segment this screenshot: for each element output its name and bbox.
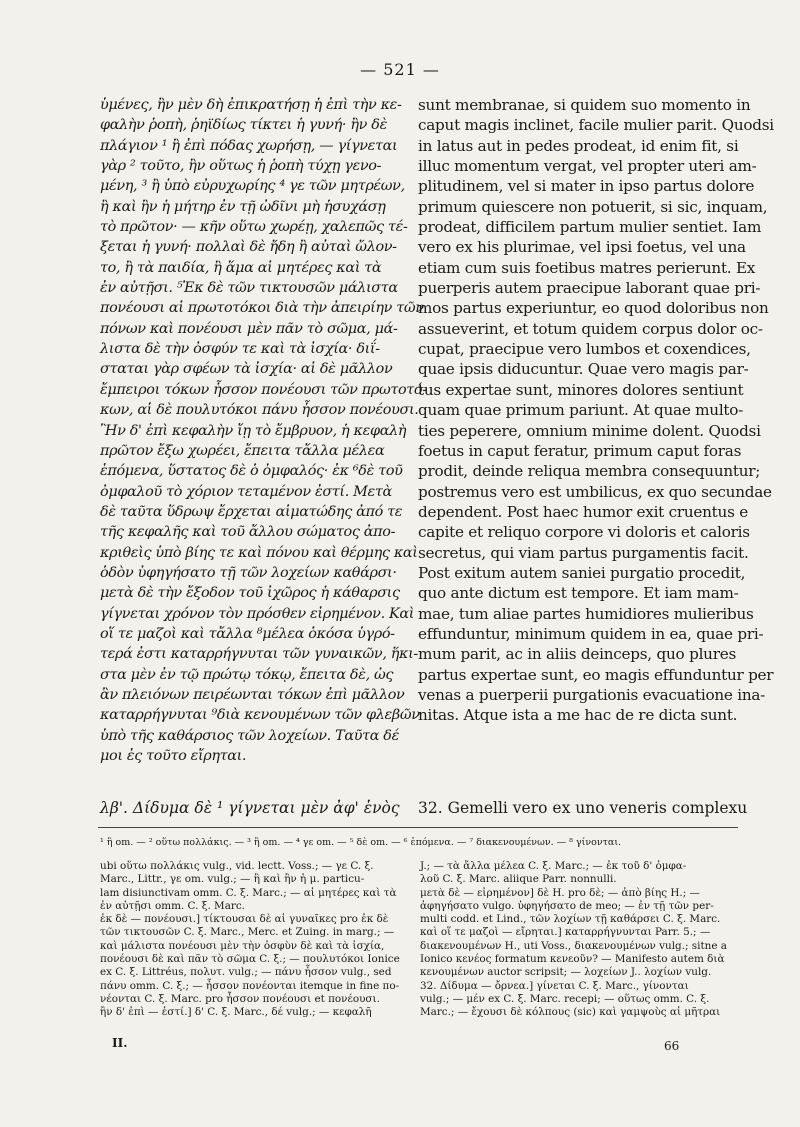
greek-text-line: το, ἢ τὰ παιδία, ἢ ἅμα αἱ μητέρες καὶ τὰ [100,259,382,276]
greek-text-line: ὑμένες, ἢν μὲν δὴ ἐπικρατήσῃ ἡ ἐπὶ τὴν κε- [100,97,402,113]
apparatus-note-line: διακενουμένων H., uti Voss., διακενουμένων vulg.; sitne a [420,939,727,952]
apparatus-note-line: πονέουσι δὲ καὶ πᾶν τὸ σῶμα C. ξ.; — πουλυτόκοι Ionice [100,953,400,966]
greek-text-line: μοι ἐς τοῦτο εἴρηται. [100,748,247,764]
apparatus-note-line: ἢν δ' ἐπὶ — ἐστί.] δ' C. ξ. Marc., δέ vulg.; — κεφαλῆ [100,1006,372,1019]
greek-text-line: πόνων καὶ πονέουσι μὲν πᾶν τὸ σῶμα, μά- [100,320,398,337]
greek-text-line: ἢ καὶ ἢν ἡ μήτηρ ἐν τῇ ὠδῖνι μὴ ἡσυχάσῃ [100,198,386,215]
latin-text-line: quam quae primum pariunt. At quae multo- [418,401,744,420]
greek-text-line: ἑπόμενα, ὕστατος δὲ ὁ ὀμφαλός· ἐκ ⁶δὲ τοῦ [100,463,403,480]
latin-section-heading: 32. Gemelli vero ex uno veneris complexu [418,799,748,817]
latin-text-line: tus expertae sunt, minores dolores sentiunt [418,380,744,399]
greek-text-line: καταρρήγνυται ⁹διὰ κενουμένων τῶν φλεβῶν [100,707,420,724]
greek-text-line: πονέουσι αἱ πρωτοτόκοι διὰ τὴν ἀπειρίην τῶν [100,300,424,317]
greek-text-line: στα μὲν ἐν τῷ πρώτῳ τόκῳ, ἔπειτα δὲ, ὡς [100,666,394,683]
greek-text-line: τὸ πρῶτον· — κῆν οὕτω χωρέῃ, χαλεπῶς τέ- [100,219,408,236]
greek-text-line: ὀμφαλοῦ τὸ χόριον τεταμένον ἐστί. Μετὰ [100,483,392,500]
greek-text-column [100,95,427,766]
greek-text-line: κριθεὶς ὑπὸ βίης τε καὶ πόνου καὶ θέρμης καὶ [100,544,418,561]
greek-text-line: γὰρ ² τοῦτο, ἢν οὕτως ἡ ῥοπὴ τύχῃ γενο- [100,158,382,175]
footnote-divider [98,827,738,828]
latin-text-line: quae ipsis diducuntur. Quae vero magis par- [418,360,749,379]
folio-number: 66 [664,1039,680,1053]
greek-text-line: λιστα δὲ τὴν ὀσφύν τε καὶ τὰ ἰσχία· διΐ- [100,341,380,358]
latin-text-line: prodeat, difficilem partum mulier sentiet. Iam [418,218,762,237]
latin-text-line: cupat, praecipue vero lumbos et coxendices, [418,340,751,359]
latin-text-line: partus expertae sunt, eo magis effunduntur per [418,665,774,684]
apparatus-notes-right [420,860,740,1020]
greek-text-line: ἐν αὐτῇσι. ⁵Ἐκ δὲ τῶν τικτουσῶν μάλιστα [100,280,398,297]
signature-mark: II. [112,1036,128,1050]
apparatus-notes-left [100,860,400,1020]
latin-text-line: quo ante dictum est tempore. Et iam mam- [418,584,739,603]
greek-text-line: ξεται ἡ γυνή· πολλαὶ δὲ ἤδη ἢ αὐταὶ ὤλον- [100,239,397,256]
latin-text-line: sunt membranae, si quidem suo momento in [418,96,751,114]
apparatus-note-line: multi codd. et Lind., τῶν λοχίων τῇ καθάρσει C. ξ. Marc. [420,913,721,926]
latin-text-line: effunduntur, minimum quidem in ea, quae pri- [418,624,764,643]
greek-text-line: οἵ τε μαζοὶ καὶ τἄλλα ⁸μέλεα ὁκόσα ὑγρό- [100,625,395,642]
apparatus-note-line: Marc.; — ἔχουσι δὲ κόλπους (sic) καὶ γαμψοὺς αἱ μῆτραι [420,1006,721,1019]
latin-translation-column [418,95,774,726]
latin-text-line: primum quiescere non potuerit, si sic, inquam, [418,197,768,216]
apparatus-note-line: 32. Δίδυμα — ὄρνεα.] γίνεται C. ξ. Marc., γίνονται [420,979,689,992]
latin-text-line: venas a puerperii purgationis evacuatione ina- [418,685,766,704]
latin-text-line: vero ex his plurimae, vel ipsi foetus, vel una [418,238,746,257]
latin-text-line: postremus vero est umbilicus, ex quo secundae [418,482,772,501]
latin-text-line: illuc momentum vergat, vel propter uteri am- [418,157,757,176]
latin-text-line: etiam cum suis foetibus matres perierunt. Ex [418,258,756,277]
greek-text-line: Ἢν δ' ἐπὶ κεφαλὴν ἴῃ τὸ ἔμβρυον, ἡ κεφαλὴ [100,422,407,439]
apparatus-note-line: κενουμένων auctor scripsit; — λοχείων J.. λοχίων vulg. [420,966,712,979]
greek-text-line: πρῶτον ἔξω χωρέει, ἔπειτα τἄλλα μέλεα [100,442,385,459]
apparatus-note-line: J.; — τὰ ἄλλα μέλεα C. ξ. Marc.; — ἐκ τοῦ δ' ὀμφα- [420,860,687,872]
apparatus-note-line: Marc., Littr., γε om. vulg.; — ἢ καὶ ἢν ἡ μ. particu- [100,873,365,886]
greek-text-line: μένη, ³ ἢ ὑπὸ εὐρυχωρίης ⁴ γε τῶν μητρέων, [100,178,405,195]
latin-text-line: capite et reliquo corpore vi doloris et caloris [418,523,750,542]
latin-text-line: in latus aut in pedes prodeat, id enim fit, si [418,136,739,155]
greek-text-line: ὑπὸ τῆς καθάρσιος τῶν λοχείων. Ταῦτα δέ [100,727,399,744]
latin-text-line: Post exitum autem saniei purgatio procedit, [418,563,746,582]
apparatus-note-line: μετὰ δὲ — εἰρημένον] δὲ H. pro δὲ; — ἀπὸ βίης H.; — [420,886,700,899]
greek-text-line: φαλὴν ῥοπὴ, ῥηϊδίως τίκτει ἡ γυνή· ἢν δὲ [100,117,387,134]
latin-text-line: prodit, deinde reliqua membra consequuntur; [418,462,761,481]
latin-text-line: puerperis autem praecipue laborant quae pri- [418,279,761,298]
greek-text-line: πλάγιον ¹ ἢ ἐπὶ πόδας χωρήσῃ, — γίγνεται [100,137,398,154]
greek-text-line: κων, αἱ δὲ πουλυτόκοι πάνυ ἧσσον πονέουσι. [100,402,419,419]
latin-text-line: assueverint, et totum quidem corpus dolor oc- [418,319,763,338]
latin-text-line: mae, tum aliae partes humidiores mulieribus [418,604,754,623]
greek-text-line: γίγνεται χρόνον τὸν πρόσθεν εἰρημένον. Καὶ [100,605,415,622]
greek-text-line: ἂν πλειόνων πειρέωνται τόκων ἐπὶ μᾶλλον [100,686,405,703]
greek-text-line: μετὰ δὲ τὴν ἔξοδον τοῦ ἰχῶρος ἡ κάθαρσις [100,585,400,602]
greek-text-line: ἔμπειροι τόκων ἧσσον πονέουσι τῶν πρωτοτό- [100,381,427,398]
apparatus-note-line: ἐκ δὲ — πονέουσι.] τίκτουσαι δὲ αἱ γυναῖκες pro ἐκ δὲ [100,913,389,926]
apparatus-note-line: τῶν τικτουσῶν C. ξ. Marc., Merc. et Zuing. in marg.; — [100,926,395,939]
greek-text-line: δὲ ταῦτα ὕδρωψ ἔρχεται αἱματώδης ἀπό τε [100,503,403,520]
apparatus-note-line: πάνυ omm. C. ξ.; — ἧσσον πονέονται itemque in fine πο- [100,979,400,992]
apparatus-note-line: ex C. ξ. Littréus, πολυτ. vulg.; — πάνυ ἧσσον vulg., sed [100,966,392,979]
latin-text-line: foetus in caput feratur, primum caput foras [418,441,742,460]
latin-text-line: mum parit, ac in aliis deinceps, quo plures [418,645,736,664]
apparatus-note-line: καὶ οἵ τε μαζοὶ — εἴρηται.] καταρρήγνυνται Parr. 5.; — [420,926,711,939]
latin-text-line: ties peperere, omnium minime dolent. Quodsi [418,421,761,440]
latin-text-line: plitudinem, vel si mater in ipso partus dolore [418,177,755,196]
greek-section-heading: λβ'. Δίδυμα δὲ ¹ γίγνεται μὲν ἀφ' ἑνὸς [100,799,400,817]
apparatus-note-line: λοῦ C. ξ. Marc. aliique Parr. nonnulli. [420,873,617,886]
latin-text-line: dependent. Post haec humor exit cruentus e [418,502,748,521]
greek-text-line: ὁδὸν ὑφηγήσατο τῇ τῶν λοχείων καθάρσι· [100,564,397,581]
apparatus-note-line: Ionico κενέος formatum κενεοῦν? — Manifesto autem διὰ [420,953,725,966]
page-number: — 521 — [360,60,440,79]
greek-text-line: τερά ἐστι καταρρήγνυται τῶν γυναικῶν, ἥκι- [100,646,418,663]
footnote-variants: ¹ ἢ om. — ² οὕτω πολλάκις. — ³ ἢ om. — ⁴ γε om. — ⁵ δὲ om. — ⁶ ἑπόμενα. — ⁷ διακενουμένων. — ⁸ γίνονται. [100,837,622,848]
apparatus-note-line: ἀφηγήσατο vulgo. ὑφηγήσατο de meo; — ἐν τῇ τῶν per- [420,899,714,912]
latin-text-line: mos partus experiuntur, eo quod doloribus non [418,299,769,318]
apparatus-note-line: νέονται C. ξ. Marc. pro ἧσσον πονέουσι et πονέουσι. [100,992,380,1005]
apparatus-note-line: ubi οὕτω πολλάκις vulg., vid. lectt. Voss.; — γε C. ξ. [100,860,374,872]
greek-text-line: σταται γὰρ σφέων τὰ ἰσχία· αἱ δὲ μᾶλλον [100,361,393,378]
apparatus-note-line: lam disiunctivam omm. C. ξ. Marc.; — αἱ μητέρες καὶ τὰ [100,886,397,899]
apparatus-note-line: ἐν αὐτῇσι omm. C. ξ. Marc. [100,899,245,912]
apparatus-note-line: καὶ μάλιστα πονέουσι μὲν τὴν ὀσφὺν δὲ καὶ τὰ ἰσχία, [100,939,385,952]
latin-text-line: secretus, qui viam partus purgamentis facit. [418,543,749,562]
greek-text-line: τῆς κεφαλῆς καὶ τοῦ ἄλλου σώματος ἀπο- [100,524,396,541]
apparatus-note-line: vulg.; — μέν ex C. ξ. Marc. recepi; — οὕτως omm. C. ξ. [420,992,710,1005]
latin-text-line: caput magis inclinet, facile mulier parit. Quodsi [418,116,774,135]
latin-text-line: nitas. Atque ista a me hac de re dicta sunt. [418,706,738,725]
